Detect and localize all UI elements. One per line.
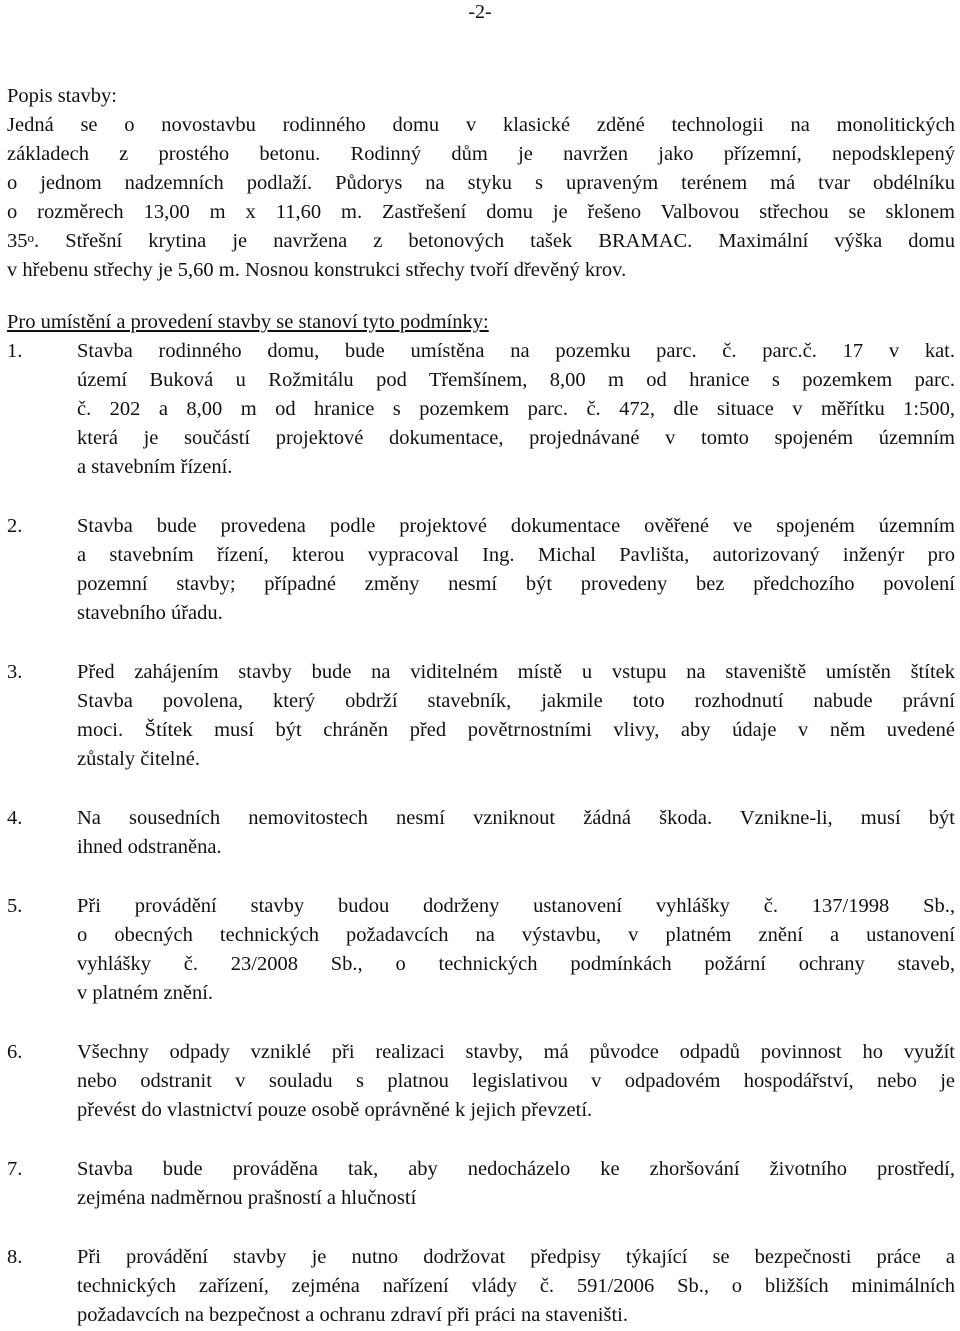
condition-item [7, 804, 955, 862]
condition-number: 5. [7, 895, 23, 917]
condition-number: 4. [7, 807, 23, 829]
condition-item [7, 892, 955, 1008]
condition-line: převést do vlastnictví pouze osobě oprávněné k jejich převzetí. [77, 1099, 593, 1121]
description-line: Jedná se o novostavbu rodinného domu v klasické zděné technologii na monolitických [7, 114, 955, 136]
conditions-list [7, 337, 955, 1330]
condition-line: Při provádění stavby budou dodrženy ustanovení vyhlášky č. 137/1998 Sb., [77, 895, 955, 917]
condition-line: Stavba povolena, který obdrží stavebník, jakmile toto rozhodnutí nabude právní [77, 690, 955, 712]
description-line-slope [7, 227, 955, 256]
condition-item [7, 337, 955, 482]
condition-line: Při provádění stavby je nutno dodržovat předpisy týkající se bezpečnosti práce a [77, 1246, 955, 1268]
condition-line: pozemní stavby; případné změny nesmí být provedeny bez předchozího povolení [77, 573, 955, 595]
description-line: o jednom nadzemních podlaží. Půdorys na styku s upraveným terénem má tvar obdélníku [7, 172, 955, 194]
condition-line: technických zařízení, zejména nařízení vlády č. 591/2006 Sb., o bližších minimálních [77, 1275, 955, 1297]
condition-line: Všechny odpady vzniklé při realizaci stavby, má původce odpadů povinnost ho využít [77, 1041, 955, 1063]
page-number: -2- [468, 1, 492, 23]
description-heading: Popis stavby: [7, 85, 117, 107]
condition-number: 7. [7, 1158, 23, 1180]
description-line: základech z prostého betonu. Rodinný dům je navržen jako přízemní, nepodsklepený [7, 143, 955, 165]
condition-number: 6. [7, 1041, 23, 1063]
condition-line: Stavba bude provedena podle projektové dokumentace ověřené ve spojeném územním [77, 515, 955, 537]
condition-line: požadavcích na bezpečnost a ochranu zdraví při práci na staveništi. [77, 1304, 628, 1326]
conditions-heading: Pro umístění a provedení stavby se stanoví tyto podmínky: [7, 311, 489, 333]
condition-number: 3. [7, 661, 23, 683]
description-paragraph [7, 111, 955, 285]
description-line: o rozměrech 13,00 m x 11,60 m. Zastřešení domu je řešeno Valbovou střechou se sklonem [7, 201, 955, 223]
document-body [7, 82, 955, 1330]
condition-line: nebo odstranit v souladu s platnou legislativou v odpadovém hospodářství, nebo je [77, 1070, 955, 1092]
condition-line: zejména nadměrnou prašností a hlučností [77, 1187, 417, 1209]
condition-line: č. 202 a 8,00 m od hranice s pozemkem parc. č. 472, dle situace v měřítku 1:500, [77, 398, 955, 420]
condition-line: která je součástí projektové dokumentace, projednávané v tomto spojeném územním [77, 427, 955, 449]
condition-number: 2. [7, 515, 23, 537]
condition-line: a stavebním řízení, kterou vypracoval Ing. Michal Pavlišta, autorizovaný inženýr pro [77, 544, 955, 566]
condition-item [7, 1038, 955, 1125]
slope-value: 35 [7, 230, 28, 252]
condition-line: zůstaly čitelné. [77, 748, 200, 770]
condition-item [7, 1243, 955, 1330]
condition-line: Na sousedních nemovitostech nesmí vzniknout žádná škoda. Vznikne-li, musí být [77, 807, 955, 829]
condition-line: stavebního úřadu. [77, 602, 223, 624]
condition-line: Stavba rodinného domu, bude umístěna na pozemku parc. č. parc.č. 17 v kat. [77, 340, 955, 362]
condition-line: ihned odstraněna. [77, 836, 222, 858]
condition-line: moci. Štítek musí být chráněn před povětrnostními vlivy, aby údaje v něm uvedené [77, 719, 955, 741]
description-line: v hřebenu střechy je 5,60 m. Nosnou konstrukci střechy tvoří dřevěný krov. [7, 259, 627, 281]
condition-number: 1. [7, 340, 23, 362]
condition-line: o obecných technických požadavcích na výstavbu, v platném znění a ustanovení [77, 924, 955, 946]
condition-line: a stavebním řízení. [77, 456, 233, 478]
degree-superscript: o [27, 230, 34, 245]
condition-item [7, 658, 955, 774]
condition-line: Stavba bude prováděna tak, aby nedocházelo ke zhoršování životního prostředí, [77, 1158, 955, 1180]
condition-line: Před zahájením stavby bude na viditelném místě u vstupu na staveniště umístěn štítek [77, 661, 955, 683]
condition-line: území Buková u Rožmitálu pod Třemšínem, 8,00 m od hranice s pozemkem parc. [77, 369, 955, 391]
condition-line: v platném znění. [77, 982, 214, 1004]
condition-line: vyhlášky č. 23/2008 Sb., o technických podmínkách požární ochrany staveb, [77, 953, 955, 975]
condition-item [7, 512, 955, 628]
slope-text: . Střešní krytina je navržena z betonových tašek BRAMAC. Maximální výška domu [34, 230, 955, 252]
condition-item [7, 1155, 955, 1213]
condition-number: 8. [7, 1246, 23, 1268]
